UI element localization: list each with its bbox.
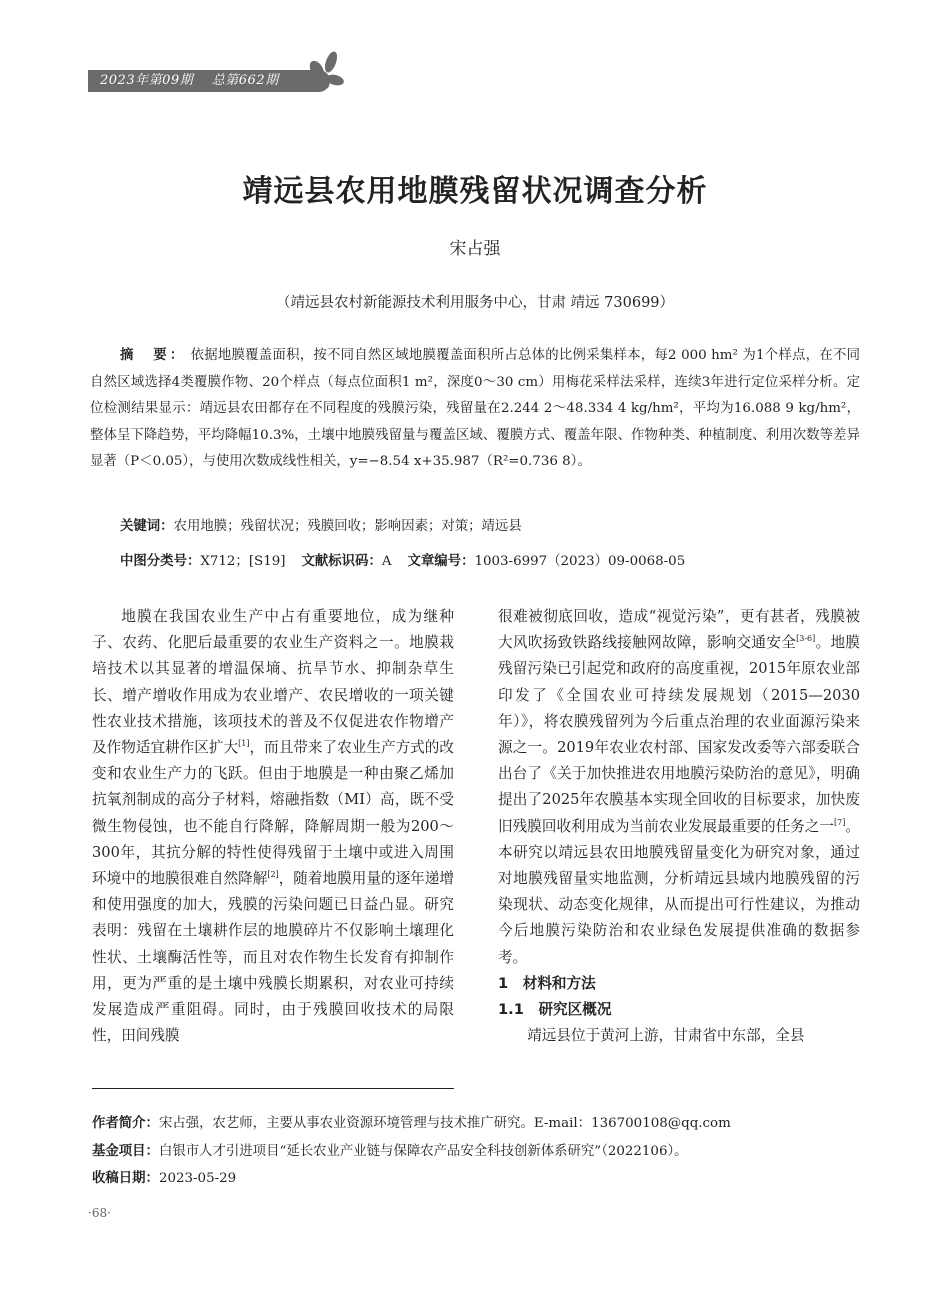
- clc-label: 中图分类号：: [120, 554, 201, 569]
- section-heading: 1 材料和方法: [498, 974, 596, 992]
- citation: [3-6]: [796, 634, 816, 644]
- body-right-column: [498, 604, 860, 1049]
- article-number-label: 文章编号：: [407, 554, 475, 569]
- author-name: 宋占强: [449, 239, 501, 259]
- abstract: [90, 343, 860, 476]
- received-date: 收稿日期：2023-05-29: [92, 1171, 237, 1186]
- citation: [1]: [238, 739, 250, 749]
- citation: [7]: [834, 817, 846, 827]
- body-left-column: [92, 604, 454, 1049]
- abstract-text: 依据地膜覆盖面积，按不同自然区域地膜覆盖面积所占总体的比例采集样本，每2 000 hm² 为1个样点，在不同自然区域选择4类覆膜作物、20个样点（每点位面积1 m²，深度0～30 cm）用梅花采样法采样，连续3年进行定位采样分析。定位检测结果显示：靖远县农田都存在不同程度的残膜污染，残留量在2.244 2～48.334 4 kg/hm²，平均为16.088 9 kg/hm²，整体呈下降趋势，平均降幅10.3%，土壤中地膜残留量与覆盖区域、覆膜方式、覆盖年限、作物种类、种植制度、利用次数等差异显著（P＜0.05），与使用次数成线性相关，y=−8.54 x+35.987（R²=0.736 8）。: [90, 348, 861, 469]
- issue-number: 2023年第09期: [100, 73, 194, 88]
- subsection-heading: 1.1 研究区概况: [498, 1001, 612, 1019]
- affiliation: （靖远县农村新能源技术利用服务中心，甘肃 靖远 730699）: [275, 295, 675, 311]
- keywords: [120, 515, 860, 534]
- footnote-divider: [92, 1088, 454, 1089]
- fund-info: 基金项目：白银市人才引进项目“延长农业产业链与保障农产品安全科技创新体系研究”（2022106）。: [92, 1144, 688, 1159]
- keywords-label: 关键词：: [120, 519, 174, 534]
- total-issue: 总第662期: [211, 73, 279, 88]
- issue-band: [88, 70, 330, 92]
- clc-value: X712；[S19]: [200, 554, 286, 569]
- body-paragraph: 很难被彻底回收，造成“视觉污染”，更有甚者，残膜被大风吹扬致铁路线接触网故障，影响交通安全[3-6]。地膜残留污染已引起党和政府的高度重视，2015年原农业部印发了《全国农业可持续发展规划（2015—2030年）》，将农膜残留列为今后重点治理的农业面源污染来源之一。2019年农业农村部、国家发改委等六部委联合出台了《关于加快推进农用地膜污染防治的意见》，明确提出了2025年农膜基本实现全回收的目标要求，加快废旧残膜回收利用成为当前农业发展最重要的任务之一[7]。本研究以靖远县农田地膜残留量变化为研究对象，通过对地膜残留量实地监测，分析靖远县域内地膜残留的污染现状、动态变化规律，从而提出可行性建议，为推动今后地膜污染防治和农业绿色发展提供准确的数据参考。: [498, 608, 860, 966]
- abstract-label: 摘 要：: [120, 348, 187, 363]
- classification-line: [120, 550, 880, 569]
- article-title: 靖远县农用地膜残留状况调查分析: [242, 174, 708, 209]
- author-bio: 作者简介：宋占强，农艺师，主要从事农业资源环境管理与技术推广研究。E-mail：136700108@qq.com: [92, 1116, 731, 1131]
- doc-code-value: A: [381, 554, 392, 569]
- leaf-icon: [303, 48, 347, 92]
- article-number-value: 1003-6997（2023）09-0068-05: [474, 554, 686, 569]
- page-number: ·68·: [88, 1206, 111, 1220]
- citation: [2]: [267, 870, 279, 880]
- doc-code-label: 文献标识码：: [301, 554, 382, 569]
- body-paragraph: 靖远县位于黄河上游，甘肃省中东部，全县: [527, 1027, 805, 1045]
- keywords-text: 农用地膜；残留状况；残膜回收；影响因素；对策；靖远县: [173, 519, 522, 534]
- body-paragraph: 地膜在我国农业生产中占有重要地位，成为继种子、农药、化肥后最重要的农业生产资料之一。地膜栽培技术以其显著的增温保墒、抗旱节水、抑制杂草生长、增产增收作用成为农业增产、农民增收的一项关键性农业技术措施，该项技术的普及不仅促进农作物增产及作物适宜耕作区扩大[1]，而且带来了农业生产方式的改变和农业生产力的飞跃。但由于地膜是一种由聚乙烯加抗氧剂制成的高分子材料，熔融指数（MI）高，既不受微生物侵蚀，也不能自行降解，降解周期一般为200～300年，其抗分解的特性使得残留于土壤中或进入周围环境中的地膜很难自然降解[2]，随着地膜用量的逐年递增和使用强度的加大，残膜的污染问题已日益凸显。研究表明：残留在土壤耕作层的地膜碎片不仅影响土壤理化性状、土壤酶活性等，而且对农作物生长发育有抑制作用，更为严重的是土壤中残膜长期累积，对农业可持续发展造成严重阻碍。同时，由于残膜回收技术的局限性，田间残膜: [92, 608, 454, 1045]
